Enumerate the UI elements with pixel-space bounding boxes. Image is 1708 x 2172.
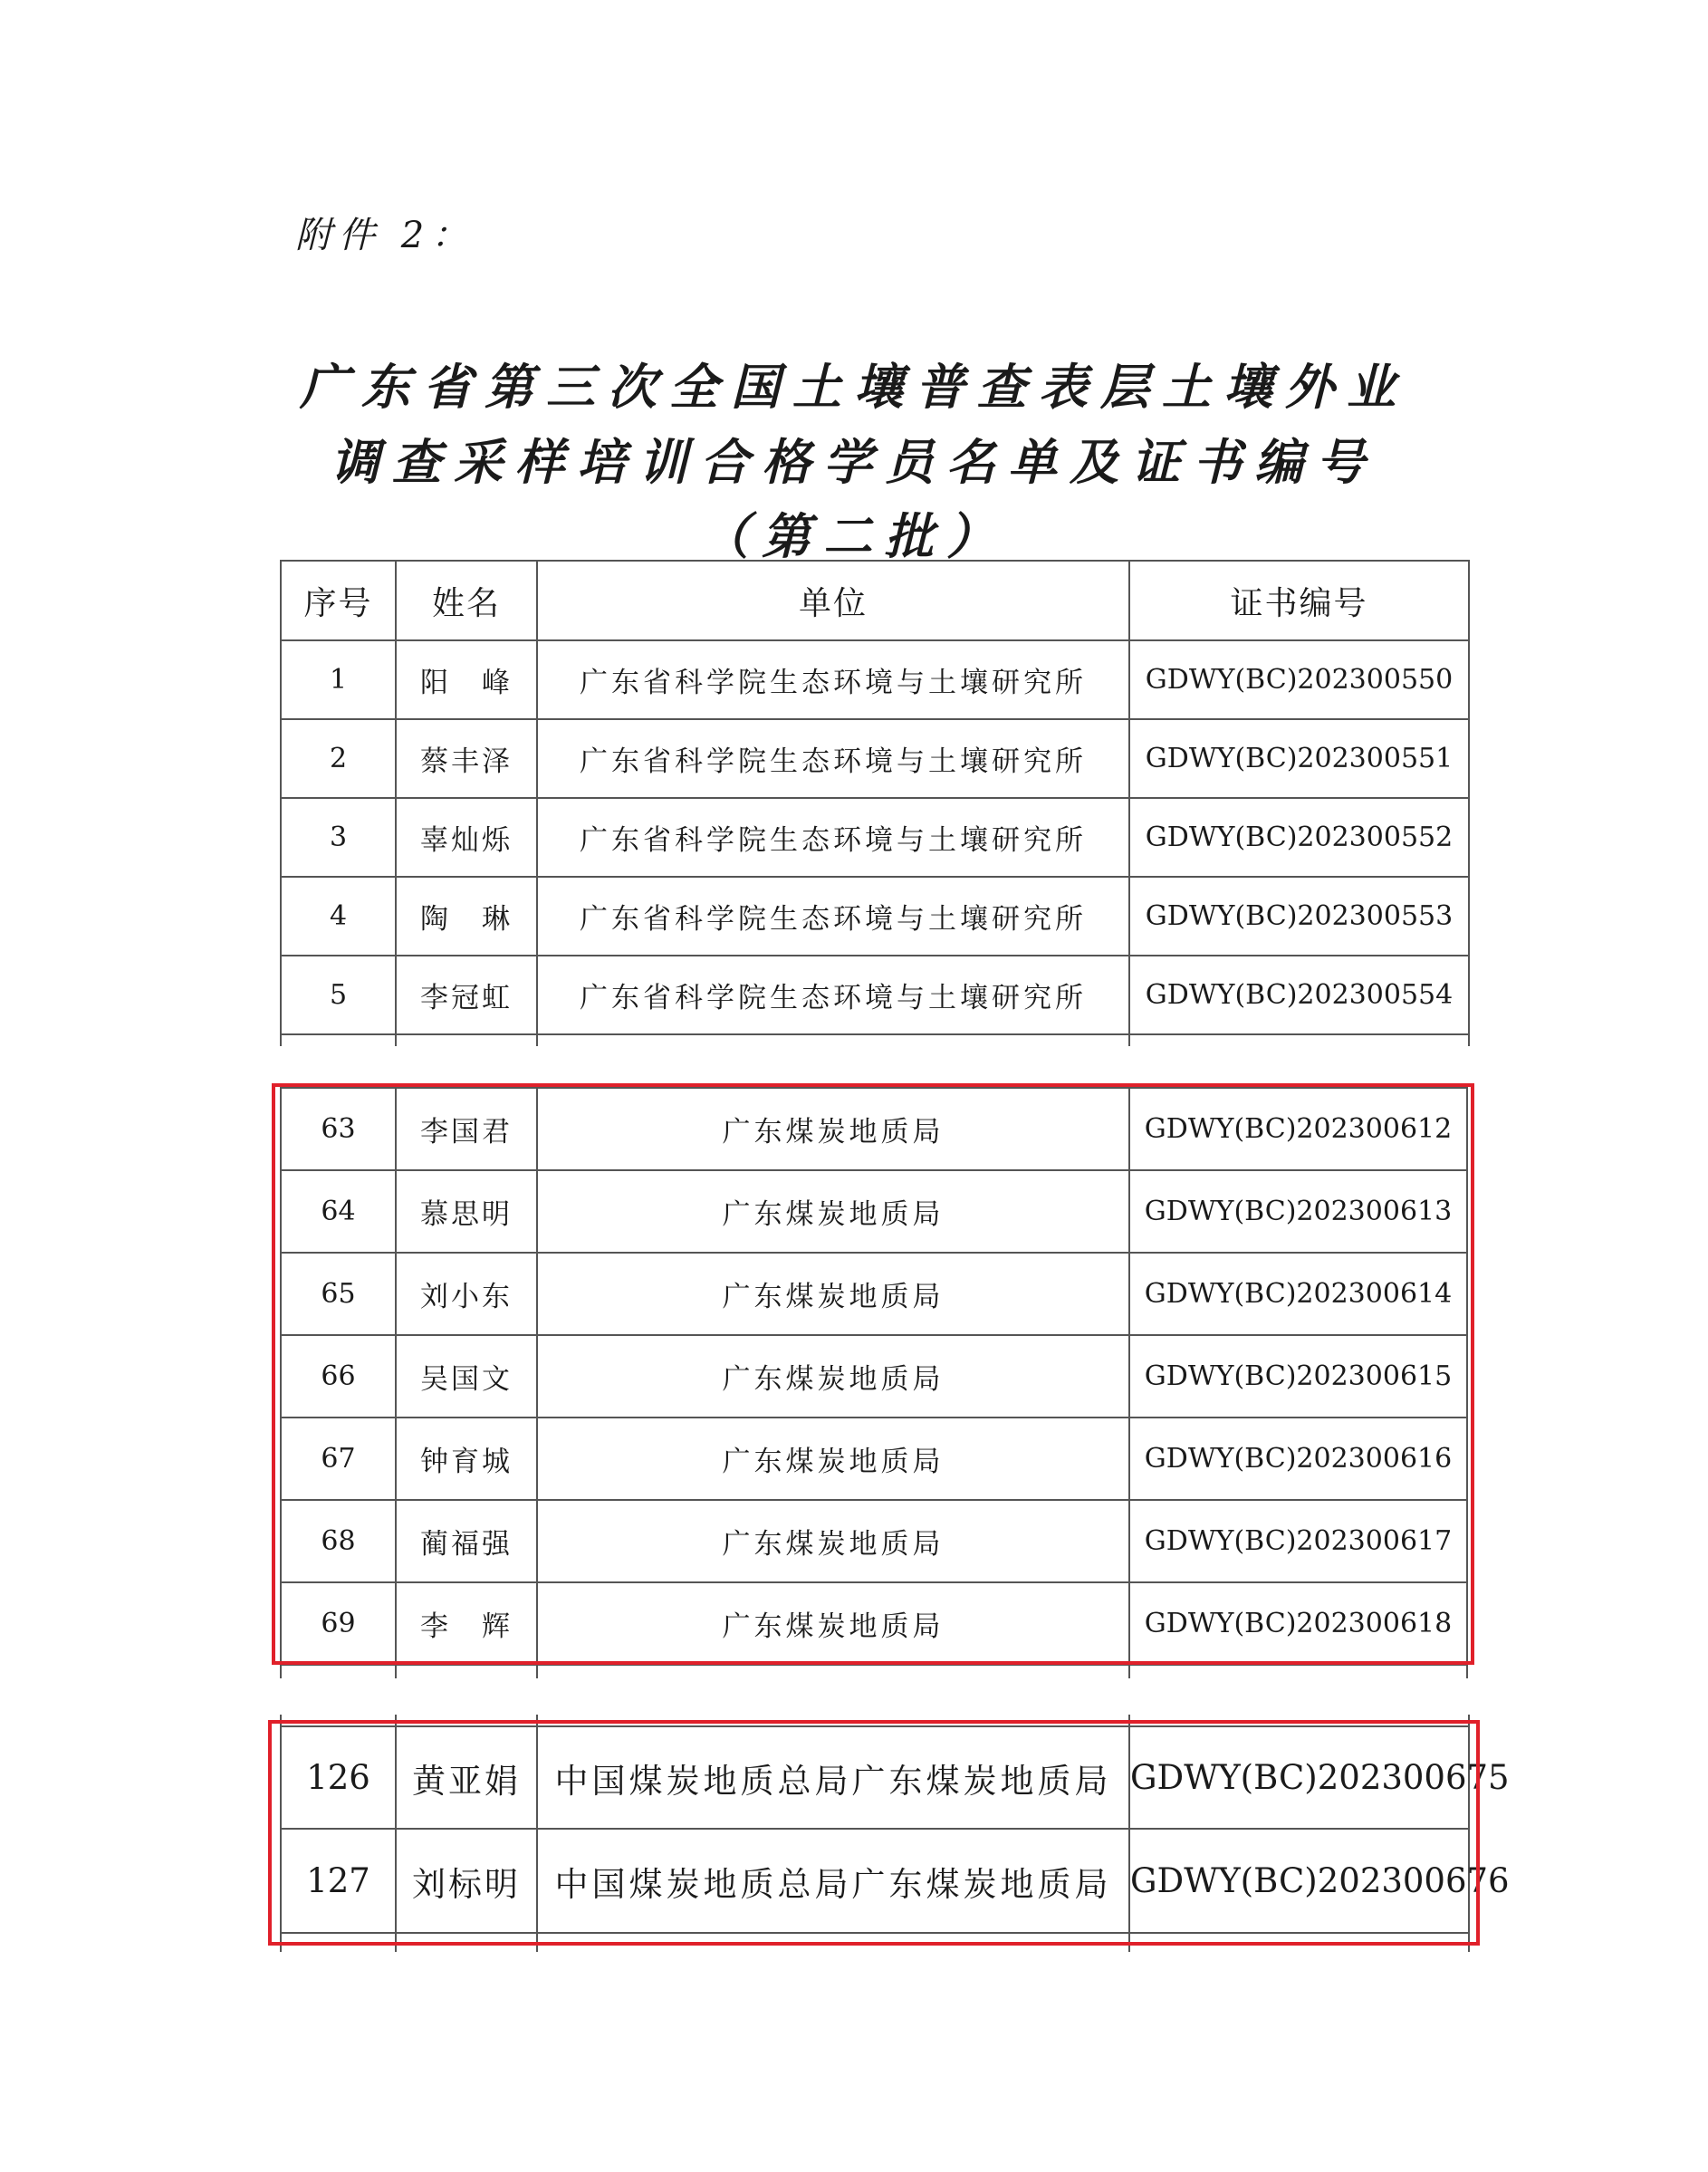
cell-name: 李国君 — [396, 1088, 537, 1170]
cell-unit: 广东煤炭地质局 — [537, 1088, 1129, 1170]
cell-unit: 中国煤炭地质总局广东煤炭地质局 — [537, 1829, 1129, 1933]
cell-certificate-number: GDWY(BC)202300676 — [1129, 1829, 1469, 1933]
cell-certificate-number: GDWY(BC)202300615 — [1129, 1335, 1467, 1418]
cell-serial-number: 5 — [281, 956, 396, 1034]
cell-name: 黄亚娟 — [396, 1726, 537, 1829]
cell-name: 慕思明 — [396, 1170, 537, 1253]
cell-name: 辜灿烁 — [396, 798, 537, 877]
cell-serial-number: 126 — [281, 1726, 396, 1829]
table-row — [281, 798, 1469, 877]
table-row — [281, 719, 1469, 798]
trainee-table-segment-2 — [280, 1083, 1468, 1678]
cell-certificate-number: GDWY(BC)202300618 — [1129, 1582, 1467, 1665]
cell-serial-number: 4 — [281, 877, 396, 956]
table-row — [281, 1088, 1467, 1170]
cell-serial-number: 66 — [281, 1335, 396, 1418]
cell-certificate-number: GDWY(BC)202300612 — [1129, 1088, 1467, 1170]
trainee-table-segment-1 — [280, 560, 1470, 1046]
cell-serial-number: 63 — [281, 1088, 396, 1170]
table-row-cut — [281, 1665, 1467, 1677]
cell-serial-number: 127 — [281, 1829, 396, 1933]
table-row — [281, 1170, 1467, 1253]
document-title-line-2: 调查采样培训合格学员名单及证书编号 — [331, 433, 1377, 491]
table-row-cut — [281, 1715, 1469, 1726]
cell-certificate-number: GDWY(BC)202300616 — [1129, 1418, 1467, 1500]
table-row — [281, 1726, 1469, 1829]
cell-unit: 中国煤炭地质总局广东煤炭地质局 — [537, 1726, 1129, 1829]
cell-unit: 广东煤炭地质局 — [537, 1582, 1129, 1665]
document-title-line-3: （第二批） — [700, 507, 1008, 565]
cell-serial-number: 1 — [281, 640, 396, 719]
trainee-table-segment-3 — [280, 1715, 1510, 1952]
cell-unit: 广东煤炭地质局 — [537, 1500, 1129, 1582]
cell-unit: 广东省科学院生态环境与土壤研究所 — [537, 719, 1129, 798]
cell-serial-number: 67 — [281, 1418, 396, 1500]
table-row — [281, 1253, 1467, 1335]
cell-unit: 广东省科学院生态环境与土壤研究所 — [537, 640, 1129, 719]
table-row — [281, 640, 1469, 719]
table-row — [281, 1335, 1467, 1418]
cell-name: 李 辉 — [396, 1582, 537, 1665]
cell-unit: 广东煤炭地质局 — [537, 1253, 1129, 1335]
cell-name: 刘标明 — [396, 1829, 537, 1933]
cell-unit: 广东煤炭地质局 — [537, 1170, 1129, 1253]
cell-unit: 广东煤炭地质局 — [537, 1335, 1129, 1418]
cell-certificate-number: GDWY(BC)202300675 — [1129, 1726, 1469, 1829]
cell-certificate-number: GDWY(BC)202300613 — [1129, 1170, 1467, 1253]
cell-unit: 广东省科学院生态环境与土壤研究所 — [537, 798, 1129, 877]
cell-certificate-number: GDWY(BC)202300553 — [1129, 877, 1469, 956]
cell-certificate-number: GDWY(BC)202300550 — [1129, 640, 1469, 719]
cell-name: 阳 峰 — [396, 640, 537, 719]
table-row — [281, 877, 1469, 956]
document-title-line-1: 广东省第三次全国土壤普查表层土壤外业 — [300, 358, 1408, 416]
header-certificate-number: 证书编号 — [1129, 561, 1469, 640]
cell-serial-number: 3 — [281, 798, 396, 877]
table-row — [281, 1582, 1467, 1665]
cell-certificate-number: GDWY(BC)202300554 — [1129, 956, 1469, 1034]
cell-serial-number: 2 — [281, 719, 396, 798]
cell-certificate-number: GDWY(BC)202300614 — [1129, 1253, 1467, 1335]
cell-name: 蔡丰泽 — [396, 719, 537, 798]
cell-name: 钟育城 — [396, 1418, 537, 1500]
table-row — [281, 956, 1469, 1034]
table-header-row — [281, 561, 1469, 640]
cell-unit: 广东省科学院生态环境与土壤研究所 — [537, 877, 1129, 956]
cell-name: 陶 琳 — [396, 877, 537, 956]
cell-name: 刘小东 — [396, 1253, 537, 1335]
table-row — [281, 1500, 1467, 1582]
header-serial-number: 序号 — [281, 561, 396, 640]
header-unit: 单位 — [537, 561, 1129, 640]
attachment-label: 附件 2： — [295, 215, 475, 256]
table-row-cut — [281, 1933, 1469, 1951]
cell-unit: 广东省科学院生态环境与土壤研究所 — [537, 956, 1129, 1034]
cell-name: 吴国文 — [396, 1335, 537, 1418]
cell-certificate-number: GDWY(BC)202300617 — [1129, 1500, 1467, 1582]
cell-unit: 广东煤炭地质局 — [537, 1418, 1129, 1500]
cell-certificate-number: GDWY(BC)202300551 — [1129, 719, 1469, 798]
cell-serial-number: 68 — [281, 1500, 396, 1582]
table-row — [281, 1829, 1469, 1933]
cell-serial-number: 65 — [281, 1253, 396, 1335]
table-row-cut — [281, 1034, 1469, 1045]
header-name: 姓名 — [396, 561, 537, 640]
cell-certificate-number: GDWY(BC)202300552 — [1129, 798, 1469, 877]
cell-name: 李冠虹 — [396, 956, 537, 1034]
cell-serial-number: 69 — [281, 1582, 396, 1665]
cell-name: 蔺福强 — [396, 1500, 537, 1582]
cell-serial-number: 64 — [281, 1170, 396, 1253]
table-row — [281, 1418, 1467, 1500]
